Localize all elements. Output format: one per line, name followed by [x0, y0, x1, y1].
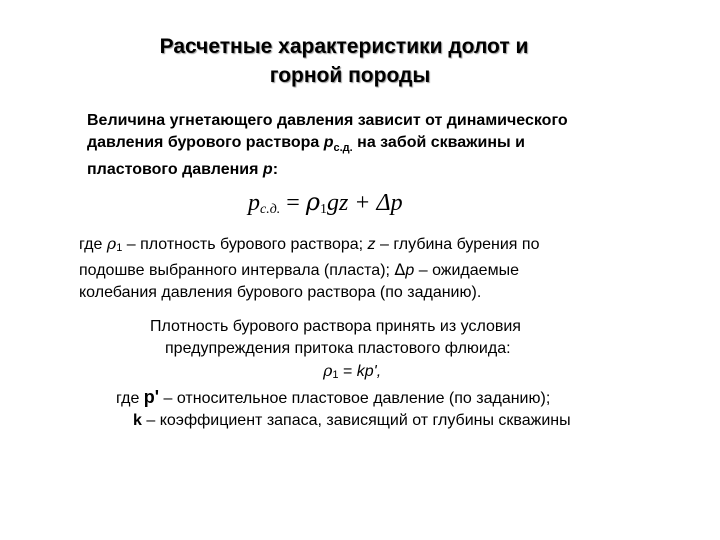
formula-rest: gz + Δp: [326, 190, 403, 216]
intro-line-2: [87, 132, 647, 159]
intro-line-3-end: :: [272, 161, 279, 179]
intro-line-3: [87, 159, 647, 181]
intro-line-3-text: пластового давления: [87, 161, 263, 179]
desc-where: где: [79, 236, 107, 253]
cond-p-prime: р': [143, 387, 160, 407]
cond-eq: =: [338, 363, 357, 380]
desc-line-1: [79, 233, 679, 259]
desc-depth: – глубина бурения по: [375, 236, 540, 253]
cond-line-2: предупреждения притока пластового флюида:: [165, 340, 511, 357]
desc-rho: ρ: [106, 234, 117, 253]
cond-formula: [0, 360, 720, 386]
title-line-2: горной породы: [269, 64, 431, 87]
desc-rho-sub: 1: [116, 242, 123, 254]
desc-z: z: [367, 236, 376, 253]
cond-kp: kp',: [356, 363, 382, 380]
cond-where: где: [116, 390, 144, 407]
desc-line-3: колебания давления бурового раствора (по заданию).: [79, 284, 482, 301]
intro-paragraph: [87, 110, 647, 181]
desc-p: p: [405, 262, 415, 279]
cond-line-1: Плотность бурового раствора принять из условия: [150, 318, 521, 335]
intro-line-1: Величина угнетающего давления зависит от динамического: [87, 112, 568, 129]
formula-lhs-sub: с.д.: [260, 202, 281, 217]
intro-var-p: р: [323, 134, 334, 151]
cond-safety-factor: – коэффициент запаса, зависящий от глубины скважины: [141, 412, 571, 429]
intro-line-2-text: давления бурового раствора: [87, 134, 324, 151]
formula-rho-sub: 1: [319, 202, 327, 217]
formula-rho: ρ: [305, 188, 320, 216]
title-line-1: Расчетные характеристики долот и: [159, 35, 529, 58]
slide-title: [0, 32, 720, 90]
intro-line-2-end: на забой скважины и: [352, 134, 525, 151]
formula-eq: =: [280, 190, 306, 216]
cond-line-5: [0, 410, 720, 432]
desc-expected: – ожидаемые: [414, 262, 519, 279]
cond-rho-sub: 1: [332, 369, 339, 381]
intro-var-sub: с.д.: [333, 142, 353, 155]
cond-rho: ρ: [323, 361, 333, 380]
desc-density: – плотность бурового раствора;: [122, 236, 368, 253]
desc-interval: подошве выбранного интервала (пласта);: [79, 262, 395, 279]
formula-lhs: p: [248, 190, 260, 216]
intro-var-p2: р: [262, 161, 273, 179]
desc-line-2: [79, 259, 679, 282]
desc-delta: Δ: [394, 260, 406, 279]
variable-description: [79, 233, 679, 304]
cond-k: k: [133, 412, 142, 429]
density-condition: [0, 316, 720, 432]
cond-line-4: [0, 386, 720, 410]
cond-relative-pressure: – относительное пластовое давление (по заданию);: [159, 390, 551, 407]
pressure-formula: [248, 188, 403, 218]
